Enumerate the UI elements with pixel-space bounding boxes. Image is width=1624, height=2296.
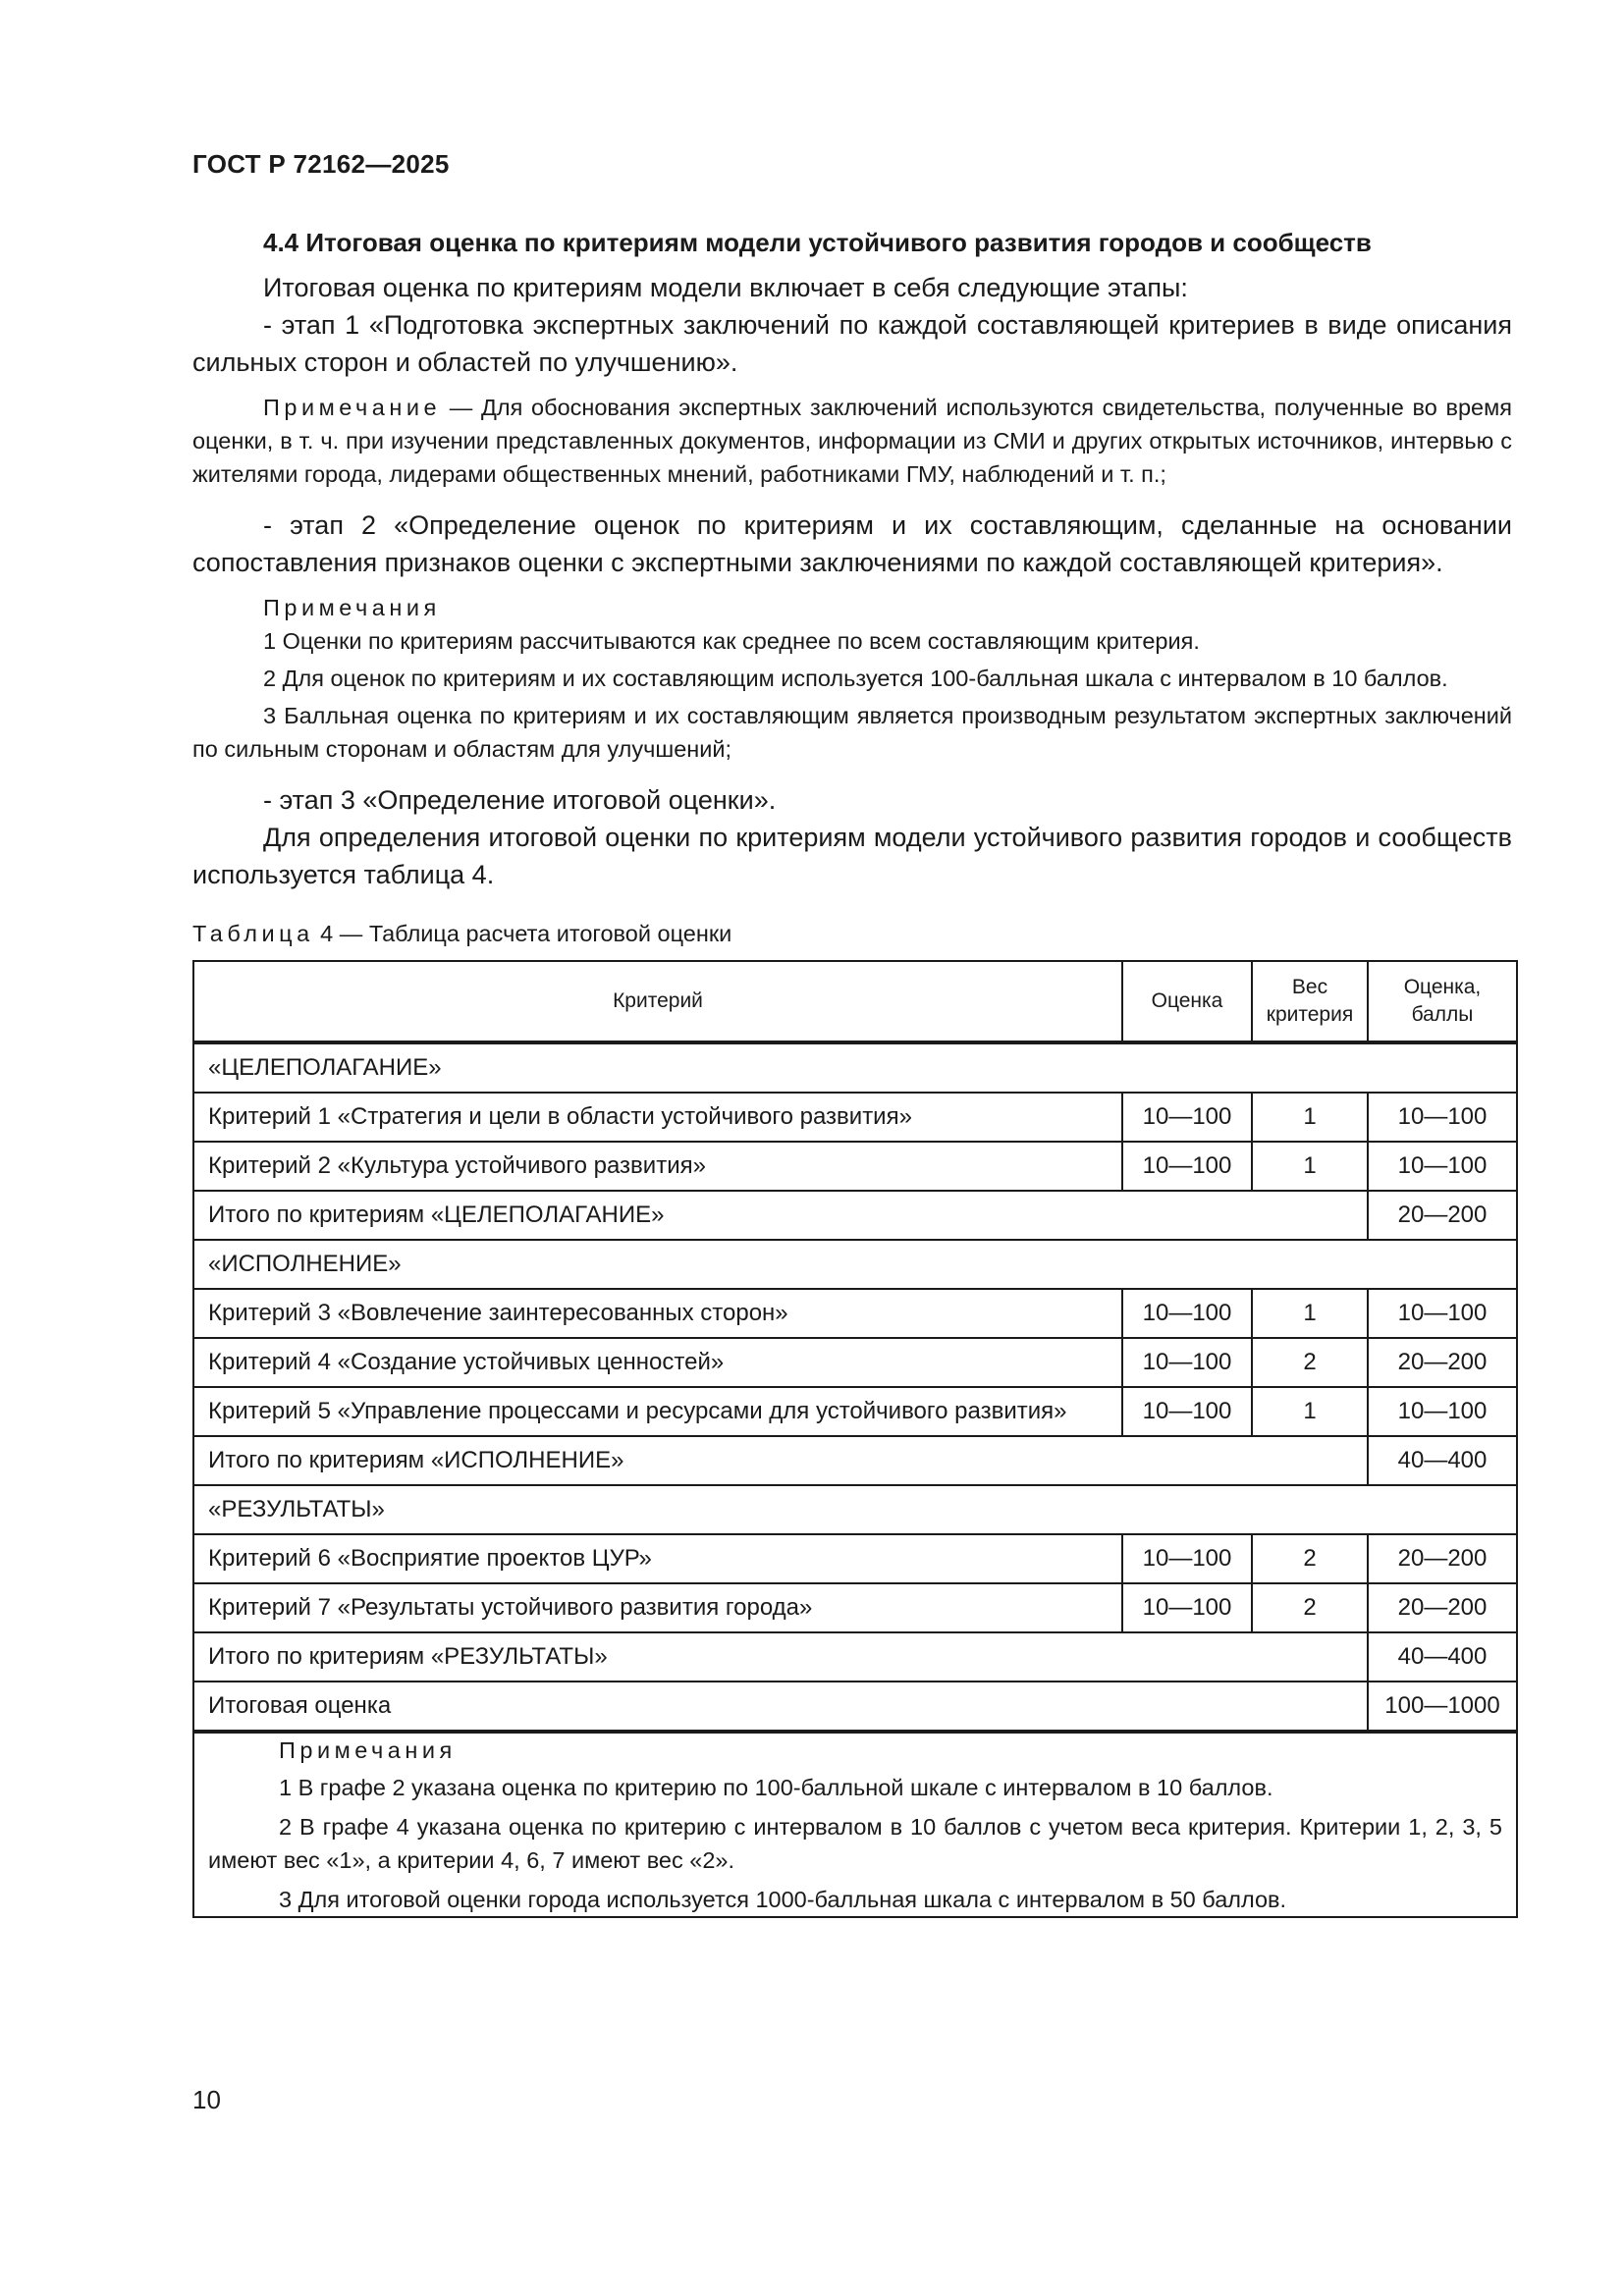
table-note-item: 3 Для итоговой оценки города используется 1000-балльная шкала с интервалом в 50 баллов.: [279, 1887, 1287, 1912]
intro-paragraph: Итоговая оценка по критериям модели включает в себя следующие этапы:: [263, 273, 1188, 302]
group-row: [193, 1240, 1517, 1289]
table-row: [193, 1142, 1517, 1191]
table-note-item: 1 В графе 2 указана оценка по критерию по 100-балльной шкале с интервалом в 10 баллов.: [279, 1775, 1273, 1800]
table-row: [193, 1534, 1517, 1583]
weight-cell: 1: [1252, 1289, 1368, 1338]
weight-cell: 2: [1252, 1534, 1368, 1583]
points-cell: 10—100: [1368, 1093, 1517, 1142]
score-table: [192, 960, 1518, 1918]
score-cell: 10—100: [1122, 1583, 1252, 1632]
points-cell: 10—100: [1368, 1142, 1517, 1191]
table-row: [193, 1093, 1517, 1142]
points-cell: 20—200: [1368, 1534, 1517, 1583]
final-row: [193, 1682, 1517, 1732]
weight-cell: 1: [1252, 1142, 1368, 1191]
notes-2-label: Примечания: [263, 595, 441, 620]
points-cell: 10—100: [1368, 1289, 1517, 1338]
table-notes: [193, 1732, 1517, 1917]
table-row: [193, 1387, 1517, 1436]
points-cell: 20—200: [1368, 1583, 1517, 1632]
score-cell: 10—100: [1122, 1387, 1252, 1436]
total-value: 40—400: [1368, 1632, 1517, 1682]
header-score: Оценка: [1122, 961, 1252, 1042]
score-cell: 10—100: [1122, 1289, 1252, 1338]
total-label: Итого по критериям «РЕЗУЛЬТАТЫ»: [193, 1632, 1368, 1682]
table-row: [193, 1289, 1517, 1338]
weight-cell: 1: [1252, 1093, 1368, 1142]
criterion-cell: Критерий 4 «Создание устойчивых ценностей»: [193, 1338, 1122, 1387]
group-row: [193, 1042, 1517, 1093]
total-row: [193, 1436, 1517, 1485]
total-row: [193, 1632, 1517, 1682]
score-cell: 10—100: [1122, 1534, 1252, 1583]
points-cell: 10—100: [1368, 1387, 1517, 1436]
table-notes-label: Примечания: [279, 1737, 457, 1763]
group-row: [193, 1485, 1517, 1534]
criterion-cell: Критерий 1 «Стратегия и цели в области устойчивого развития»: [193, 1093, 1122, 1142]
page-content: [192, 224, 1512, 1918]
total-label: Итого по критериям «ИСПОЛНЕНИЕ»: [193, 1436, 1368, 1485]
final-value: 100—1000: [1368, 1682, 1517, 1732]
total-label: Итого по критериям «ЦЕЛЕПОЛАГАНИЕ»: [193, 1191, 1368, 1240]
total-value: 20—200: [1368, 1191, 1517, 1240]
table-note-item: 2 В графе 4 указана оценка по критерию с интервалом в 10 баллов с учетом веса критерия. Критерии 1, 2, 3, 5 имеют вес «1», а критерии 4, 6, 7 имеют вес «2».: [208, 1814, 1502, 1873]
group-title: «РЕЗУЛЬТАТЫ»: [193, 1485, 1517, 1534]
criterion-cell: Критерий 7 «Результаты устойчивого развития города»: [193, 1583, 1122, 1632]
stage-2-paragraph: - этап 2 «Определение оценок по критериям и их составляющим, сделанные на основании сопоставления признаков оценки с экспертными заключениями по каждой составляющей критерия».: [192, 510, 1512, 577]
notes-2-item: 1 Оценки по критериям рассчитываются как среднее по всем составляющим критерия.: [263, 628, 1200, 654]
criterion-cell: Критерий 6 «Восприятие проектов ЦУР»: [193, 1534, 1122, 1583]
total-row: [193, 1191, 1517, 1240]
weight-cell: 2: [1252, 1338, 1368, 1387]
score-cell: 10—100: [1122, 1093, 1252, 1142]
document-id: ГОСТ Р 72162—2025: [192, 149, 450, 179]
table-notes-row: [193, 1732, 1517, 1917]
weight-cell: 1: [1252, 1387, 1368, 1436]
note-1-label: Примечание: [263, 395, 442, 420]
table-reference-paragraph: Для определения итоговой оценки по критериям модели устойчивого развития городов и сообществ используется таблица 4.: [192, 823, 1512, 889]
points-cell: 20—200: [1368, 1338, 1517, 1387]
page-number: 10: [192, 2085, 221, 2114]
note-1-text: — Для обоснования экспертных заключений используются свидетельства, полученные во время оценки, в т. ч. при изучении представленных документов, информации из СМИ и других открытых источников, интервью с жителями города, лидерами общественных мнений, работниками ГМУ, наблюдений и т. п.;: [192, 395, 1512, 487]
header-criterion: Критерий: [193, 961, 1122, 1042]
header-weight: Вес критерия: [1252, 961, 1368, 1042]
notes-2-item: 3 Балльная оценка по критериям и их составляющим является производным результатом экспертных заключений по сильным сторонам и областям для улучшений;: [192, 703, 1512, 762]
stage-1-paragraph: - этап 1 «Подготовка экспертных заключений по каждой составляющей критериев в виде описания сильных сторон и областей по улучшению».: [192, 310, 1512, 377]
score-cell: 10—100: [1122, 1338, 1252, 1387]
table-row: [193, 1583, 1517, 1632]
notes-2-item: 2 Для оценок по критериям и их составляющим используется 100-балльная шкала с интервалом в 10 баллов.: [263, 666, 1448, 691]
group-title: «ИСПОЛНЕНИЕ»: [193, 1240, 1517, 1289]
section-title: 4.4 Итоговая оценка по критериям модели устойчивого развития городов и сообществ: [263, 228, 1372, 257]
table-row: [193, 1338, 1517, 1387]
criterion-cell: Критерий 5 «Управление процессами и ресурсами для устойчивого развития»: [193, 1387, 1122, 1436]
score-cell: 10—100: [1122, 1142, 1252, 1191]
header-points: Оценка, баллы: [1368, 961, 1517, 1042]
group-title: «ЦЕЛЕПОЛАГАНИЕ»: [193, 1042, 1517, 1093]
final-label: Итоговая оценка: [193, 1682, 1368, 1732]
criterion-cell: Критерий 2 «Культура устойчивого развития»: [193, 1142, 1122, 1191]
criterion-cell: Критерий 3 «Вовлечение заинтересованных сторон»: [193, 1289, 1122, 1338]
weight-cell: 2: [1252, 1583, 1368, 1632]
stage-3-paragraph: - этап 3 «Определение итоговой оценки».: [263, 785, 777, 815]
table-caption: Таблица 4 — Таблица расчета итоговой оценки: [192, 921, 732, 946]
total-value: 40—400: [1368, 1436, 1517, 1485]
table-header-row: [193, 961, 1517, 1042]
note-1: [192, 391, 1512, 491]
